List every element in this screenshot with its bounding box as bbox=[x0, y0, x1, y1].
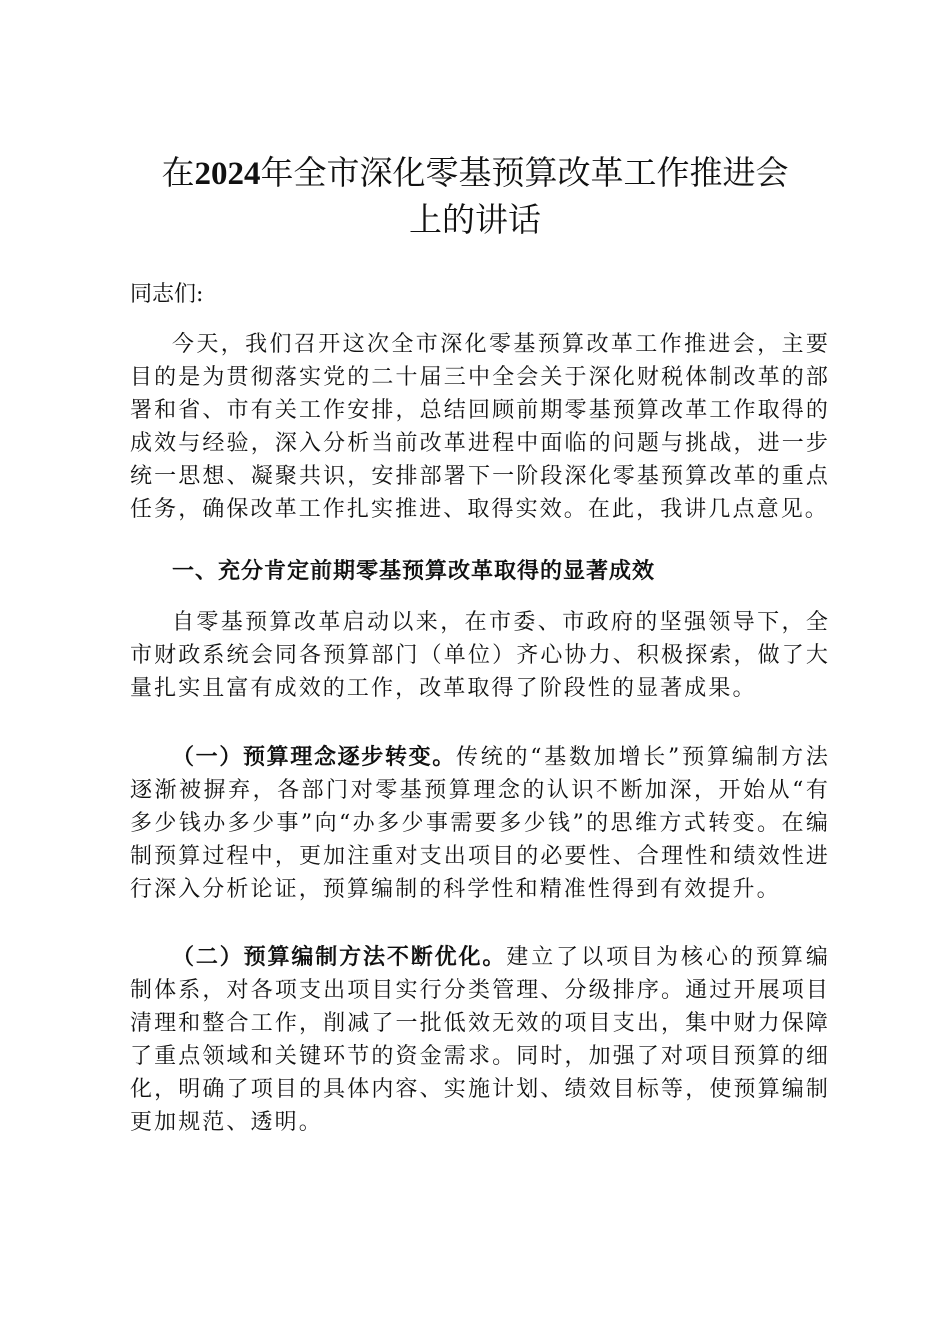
title-prefix: 在 bbox=[161, 153, 195, 192]
title-line2: 上的讲话 bbox=[409, 200, 541, 239]
title-year: 2024 bbox=[194, 156, 261, 192]
subsection-2-lead: （二）预算编制方法不断优化。 bbox=[172, 945, 507, 970]
intro-paragraph: 今天，我们召开这次全市深化零基预算改革工作推进会，主要目的是为贯彻落实党的二十届三中全会关于深化财税体制改革的部署和省、市有关工作安排，总结回顾前期零基预算改革工作取得的成效与经验，深入分析当前改革进程中面临的问题与挑战，进一步统一思想、凝聚共识，安排部署下一阶段深化零基预算改革的重点任务，确保改革工作扎实推进、取得实效。在此，我讲几点意见。 bbox=[130, 332, 830, 522]
section-body-paragraph: 自零基预算改革启动以来，在市委、市政府的坚强领导下，全市财政系统会同各预算部门（单位）齐心协力、积极探索，做了大量扎实且富有成效的工作，改革取得了阶段性的显著成果。 bbox=[130, 610, 830, 701]
section-heading: 一、充分肯定前期零基预算改革取得的显著成效 bbox=[172, 559, 656, 584]
subsection-paragraph-2 bbox=[130, 941, 830, 1139]
title-line1-rest: 年全市深化零基预算改革工作推进会 bbox=[260, 153, 789, 192]
subsection-2-body: 建立了以项目为核心的预算编制体系，对各项支出项目实行分类管理、分级排序。通过开展项目清理和整合工作，削减了一批低效无效的项目支出，集中财力保障了重点领域和关键环节的资金需求。同时，加强了对项目预算的细化，明确了项目的具体内容、实施计划、绩效目标等，使预算编制更加规范、透明。 bbox=[130, 945, 830, 1135]
subsection-1-body: 传统的“基数加增长”预算编制方法逐渐被摒弃，各部门对零基预算理念的认识不断加深，开始从“有多少钱办多少事”向“办多少事需要多少钱”的思维方式转变。在编制预算过程中，更加注重对支出项目的必要性、合理性和绩效性进行深入分析论证，预算编制的科学性和精准性得到有效提升。 bbox=[130, 745, 830, 902]
subsection-paragraph-1 bbox=[130, 741, 830, 906]
document-title bbox=[120, 150, 830, 243]
subsection-1-lead: （一）预算理念逐步转变。 bbox=[172, 745, 456, 770]
salutation: 同志们: bbox=[130, 282, 204, 307]
